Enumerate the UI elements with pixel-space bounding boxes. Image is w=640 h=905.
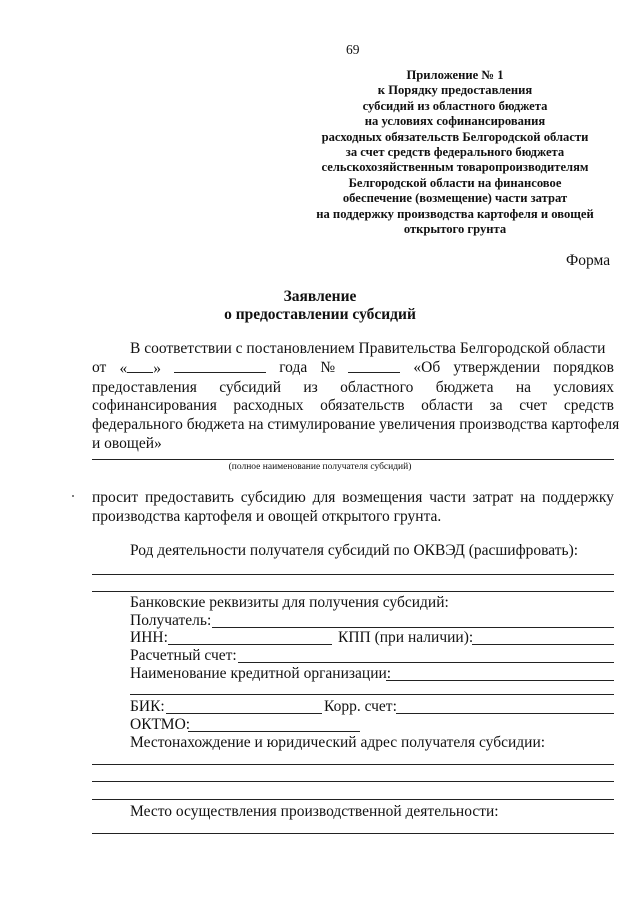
request-word: части (429, 489, 466, 506)
intro-word: обязательств (320, 397, 405, 415)
production-place-label: Место осуществления производственной деятельности: (130, 803, 499, 820)
bik-field[interactable] (166, 713, 322, 714)
bank-name-field[interactable] (130, 694, 614, 695)
request-word: затрат (472, 489, 514, 506)
bank-name-field[interactable] (386, 680, 614, 681)
intro-word: средств (563, 397, 614, 415)
intro-line (92, 379, 614, 398)
appendix-line: к Порядку предоставления (377, 83, 533, 98)
request-line (92, 489, 614, 508)
appendix-line: Белгородской области на финансовое (348, 175, 562, 190)
request-word: на (520, 489, 536, 506)
appendix-line: расходных обязательств Белгородской области (321, 129, 589, 144)
inn-field[interactable] (168, 644, 332, 645)
intro-word: порядков (553, 358, 614, 376)
date-field[interactable]: « » (119, 359, 161, 377)
kpp-field[interactable] (472, 644, 614, 645)
appendix-header (290, 68, 620, 237)
intro-word: «Об (413, 358, 441, 376)
request-line: производства картофеля и овощей открытого грунта. (92, 507, 442, 525)
recipient-name-field[interactable] (92, 459, 614, 460)
appendix-line: на условиях софинансирования (364, 114, 546, 129)
intro-word: утверждении (453, 358, 541, 376)
okved-field[interactable] (92, 574, 614, 575)
kpp-label: КПП (при наличии): (338, 629, 474, 646)
intro-word: субсидий (219, 378, 282, 396)
intro-line: федерального бюджета на стимулирование увеличения производства картофеля (92, 416, 620, 434)
recipient-caption: (полное наименование получателя субсидий) (228, 462, 412, 472)
appendix-line: субсидий из областного бюджета (362, 98, 548, 113)
intro-line (92, 397, 614, 416)
page-number: 69 (346, 42, 360, 57)
appendix-line: сельскохозяйственным товаропроизводителям (321, 160, 589, 175)
inn-label: ИНН: (130, 629, 168, 646)
intro-word: на (515, 378, 532, 396)
number-field[interactable] (348, 359, 400, 373)
oktmo-field[interactable] (188, 731, 360, 732)
bank-name-label: Наименование кредитной организации: (130, 665, 392, 682)
intro-word: от (92, 358, 107, 376)
intro-word: условиях (553, 378, 614, 396)
appendix-line: на поддержку производства картофеля и овощей (316, 206, 594, 221)
intro-word: за (489, 397, 503, 415)
okved-label: Род деятельности получателя субсидий по ОКВЭД (расшифровать): (130, 542, 579, 559)
recipient-label: Получатель: (130, 612, 212, 629)
document-title: Заявление (283, 288, 357, 305)
appendix-line: открытого грунта (403, 222, 507, 237)
intro-word: из (303, 378, 318, 396)
form-label: Форма (566, 252, 611, 269)
intro-word: расходных (233, 397, 304, 415)
intro-line: В соответствии с постановлением Правительства Белгородской области (130, 340, 606, 357)
intro-word: предоставления (92, 378, 197, 396)
request-word: предоставить (144, 489, 234, 506)
account-field[interactable] (238, 662, 614, 663)
intro-word: года (279, 358, 308, 376)
recipient-field[interactable] (212, 627, 614, 628)
request-paragraph (92, 489, 614, 527)
appendix-line: за счет средств федерального бюджета (345, 145, 565, 160)
address-field[interactable] (92, 781, 614, 782)
appendix-line: обеспечение (возмещение) части затрат (342, 191, 568, 206)
month-field[interactable] (174, 359, 266, 373)
intro-word: счет (519, 397, 548, 415)
address-field[interactable] (92, 764, 614, 765)
intro-word: бюджета (435, 378, 494, 396)
okved-field[interactable] (92, 591, 614, 592)
document-subtitle: о предоставлении субсидий (224, 306, 416, 323)
intro-line: и овощей» (92, 434, 162, 452)
request-word: возмещения (342, 489, 423, 506)
request-word: для (312, 489, 336, 506)
intro-word: областного (340, 378, 414, 396)
address-label: Местонахождение и юридический адрес получателя субсидии: (130, 734, 546, 751)
intro-line-date (92, 359, 614, 379)
request-word: просит (92, 489, 139, 506)
intro-word: софинансирования (92, 397, 217, 415)
intro-word: области (421, 397, 473, 415)
production-place-field[interactable] (92, 833, 614, 834)
corr-account-label: Корр. счет: (324, 698, 397, 715)
intro-paragraph (92, 340, 620, 454)
appendix-line: Приложение № 1 (406, 68, 504, 82)
bik-label: БИК: (130, 698, 165, 715)
scan-speck (72, 495, 74, 497)
bank-details-header: Банковские реквизиты для получения субсидий: (130, 594, 449, 611)
request-word: поддержку (542, 489, 614, 506)
corr-account-field[interactable] (396, 713, 614, 714)
oktmo-label: ОКТМО: (130, 716, 191, 733)
address-field[interactable] (92, 799, 614, 800)
account-label: Расчетный счет: (130, 647, 237, 664)
request-word: субсидию (240, 489, 306, 506)
intro-word: № (320, 358, 336, 376)
